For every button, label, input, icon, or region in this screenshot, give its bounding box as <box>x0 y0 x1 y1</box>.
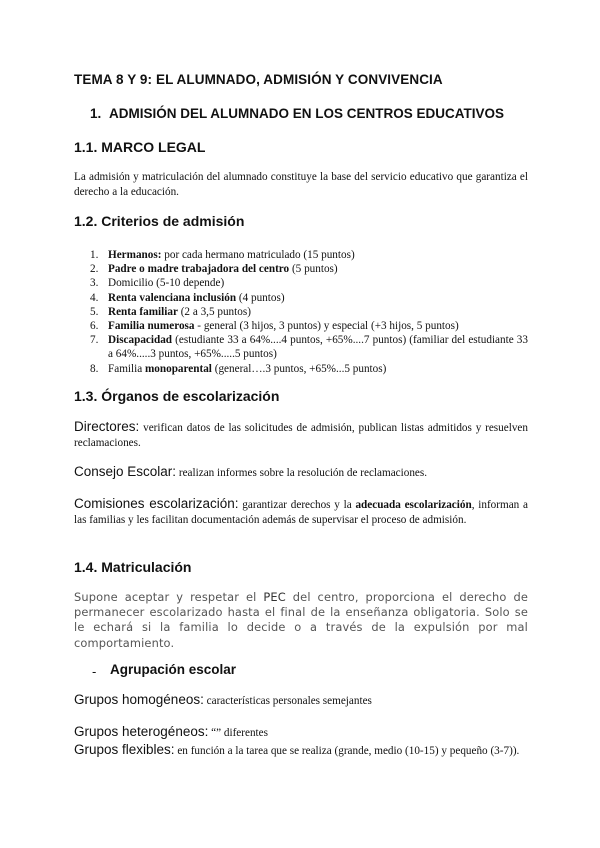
consejo-term: Consejo Escolar: <box>74 464 177 479</box>
directores-paragraph: Directores: verifican datos de las solicitudes de admisión, publican listas admitidos y resuelven reclamaciones. <box>74 419 528 449</box>
section-title <box>90 106 504 121</box>
heterogeneos-term: Grupos heterogéneos: <box>74 724 209 739</box>
homogeneos-paragraph: Grupos homogéneos: características personales semejantes <box>74 692 372 707</box>
list-item: 7. Discapacidad (estudiante 33 a 64%....4 puntos, +65%....7 puntos) (familiar del estudiante 33 a 64%.....3 puntos, +65%.....5 puntos) <box>90 334 528 361</box>
list-item: 4. Renta valenciana inclusión (4 puntos) <box>90 291 285 304</box>
list-item: 1. Hermanos: por cada hermano matriculado (15 puntos) <box>90 249 355 261</box>
matriculacion-text: Supone aceptar y respetar el PEC del centro, proporciona el derecho de permanecer escolarizado hasta el final de la enseñanza obligatoria. Solo se le echará si la familia lo decide o a través de la expulsión por mal comportamiento. <box>74 590 528 650</box>
homogeneos-term: Grupos homogéneos: <box>74 692 204 707</box>
flexibles-paragraph: Grupos flexibles: en función a la tarea que se realiza (grande, medio (10-15) y pequeño (3-7)). <box>74 742 520 757</box>
flexibles-term: Grupos flexibles: <box>74 742 175 757</box>
list-item: 3. Domicilio (5-10 depende) <box>90 277 225 290</box>
heading-organos: 1.3. Órganos de escolarización <box>74 388 280 404</box>
section-number: 1. <box>90 106 102 121</box>
criteria-list <box>90 248 528 376</box>
directores-term: Directores: <box>74 419 140 434</box>
consejo-paragraph: Consejo Escolar: realizan informes sobre la resolución de reclamaciones. <box>74 464 428 479</box>
document-title: TEMA 8 Y 9: EL ALUMNADO, ADMISIÓN Y CONVIVENCIA <box>74 72 443 87</box>
section-title-text: ADMISIÓN DEL ALUMNADO EN LOS CENTROS EDUCATIVOS <box>109 106 505 121</box>
heading-matriculacion: 1.4. Matriculación <box>74 559 192 575</box>
marco-legal-text: La admisión y matriculación del alumnado constituye la base del servicio educativo que garantiza el derecho a la educación. <box>74 171 528 198</box>
heading-criterios: 1.2. Criterios de admisión <box>74 213 245 229</box>
comisiones-paragraph: Comisiones escolarización: garantizar derechos y la adecuada escolarización, informan a las familias y les facilitan documentación además de supervisar el proceso de admisión. <box>74 496 528 526</box>
heading-marco-legal: 1.1. MARCO LEGAL <box>74 139 206 155</box>
list-item: 8. Familia monoparental (general….3 puntos, +65%...5 puntos) <box>90 362 387 375</box>
heterogeneos-paragraph: Grupos heterogéneos: “” diferentes <box>74 724 268 739</box>
comisiones-term: Comisiones escolarización: <box>74 496 239 511</box>
list-item: 5. Renta familiar (2 a 3,5 puntos) <box>90 305 251 318</box>
list-item: 2. Padre o madre trabajadora del centro (5 puntos) <box>90 263 338 276</box>
bullet-dash: - <box>92 664 97 679</box>
heading-agrupacion: Agrupación escolar <box>110 662 237 677</box>
list-item: 6. Familia numerosa - general (3 hijos, 3 puntos) y especial (+3 hijos, 5 puntos) <box>90 320 459 333</box>
